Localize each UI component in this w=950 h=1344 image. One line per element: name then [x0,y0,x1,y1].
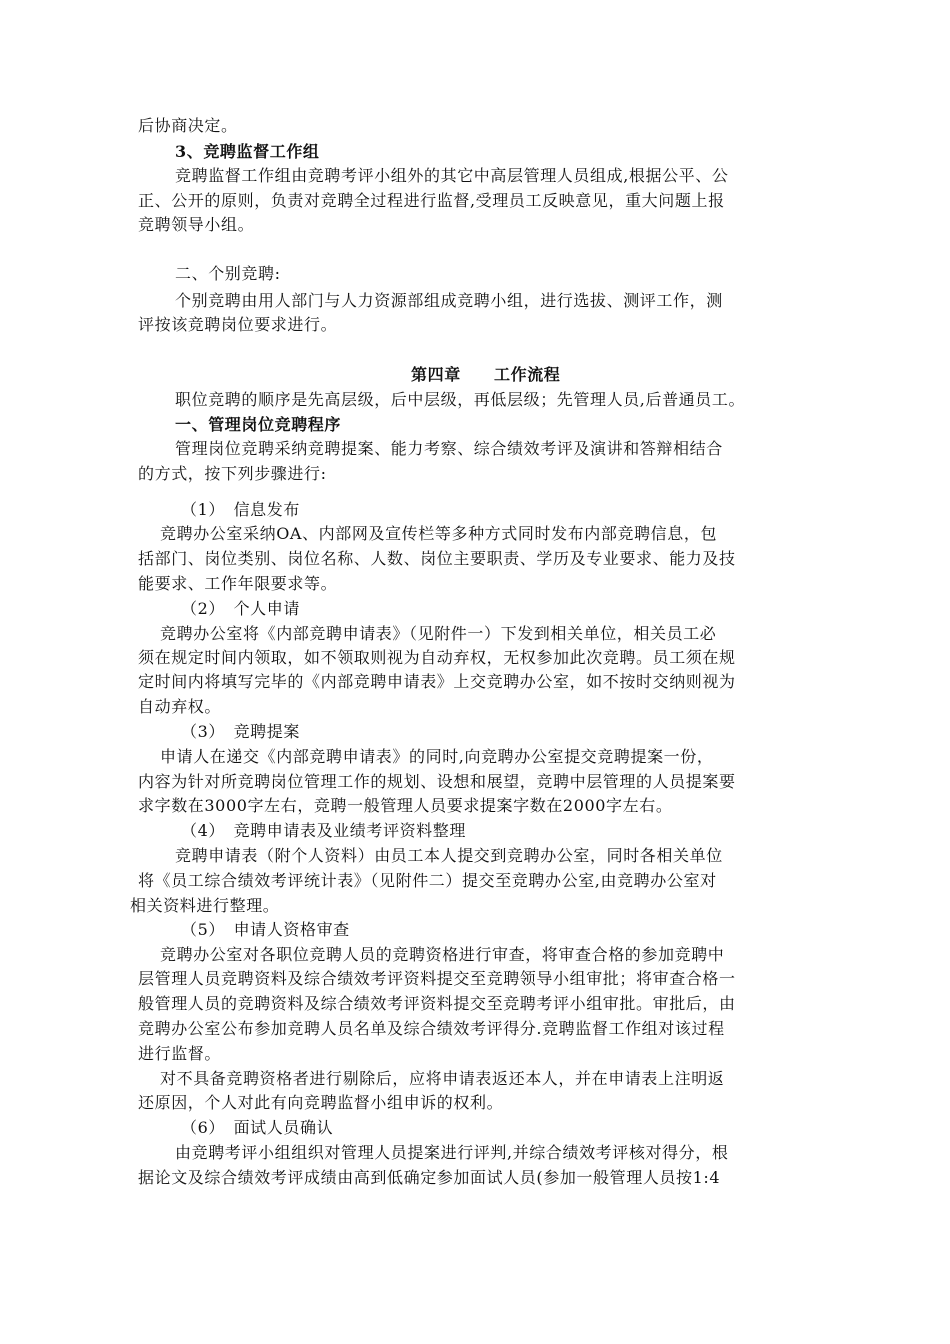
text-line: 评按该竞聘岗位要求进行。 [138,315,338,334]
text-line: 定时间内将填写完毕的《内部竞聘申请表》上交竞聘办公室，如不按时交纳则视为 [138,672,736,691]
text-line: 竞聘办公室采纳OA、内部网及宣传栏等多种方式同时发布内部竞聘信息，包 [160,524,718,543]
section-heading: 3、竞聘监督工作组 [175,142,320,161]
text-line: 须在规定时间内领取，如不领取则视为自动弃权，无权参加此次竞聘。员工须在规 [138,648,736,667]
text-line: 申请人在递交《内部竞聘申请表》的同时,向竞聘办公室提交竞聘提案一份， [160,747,714,766]
text-line: 正、公开的原则，负责对竞聘全过程进行监督,受理员工反映意见，重大问题上报 [138,191,725,210]
text-line: 将《员工综合绩效考评统计表》（见附件二）提交至竞聘办公室,由竞聘办公室对 [138,871,717,890]
text-line: 能要求、工作年限要求等。 [138,574,338,593]
text-line: 竞聘办公室将《内部竞聘申请表》（见附件一）下发到相关单位，相关员工必 [160,624,717,643]
text-line: 后协商决定。 [138,116,238,135]
text-line: 内容为针对所竞聘岗位管理工作的规划、设想和展望，竞聘中层管理的人员提案要 [138,772,736,791]
step-heading: （2） 个人申请 [181,599,300,618]
text-line: 竞聘监督工作组由竞聘考评小组外的其它中高层管理人员组成,根据公平、公 [175,166,729,185]
text-line: 求字数在3000字左右，竞聘一般管理人员要求提案字数在2000字左右。 [138,796,673,815]
section-heading: 一、管理岗位竞聘程序 [175,415,342,434]
text-line: 还原因，个人对此有向竞聘监督小组申诉的权利。 [138,1093,504,1112]
text-line: 对不具备竞聘资格者进行剔除后，应将申请表返还本人，并在申请表上注明返 [160,1069,725,1088]
text-line: 般管理人员的竞聘资料及综合绩效考评资料提交至竞聘考评小组审批。审批后，由 [138,994,736,1013]
text-line: 竞聘办公室公布参加竞聘人员名单及综合绩效考评得分.竞聘监督工作组对该过程 [138,1019,725,1038]
step-heading: （3） 竞聘提案 [181,722,300,741]
text-line: 相关资料进行整理。 [130,896,280,915]
text-line: 竞聘领导小组。 [138,215,255,234]
text-line: 的方式，按下列步骤进行: [138,464,327,483]
text-line: 进行监督。 [138,1044,222,1063]
step-heading: （6） 面试人员确认 [181,1118,334,1137]
text-line: 竞聘申请表（附个人资料）由员工本人提交到竞聘办公室，同时各相关单位 [175,846,723,865]
step-heading: （1） 信息发布 [181,500,300,519]
text-line: 自动弃权。 [138,697,222,716]
section-heading: 二、个别竞聘: [175,264,281,283]
text-line: 个别竞聘由用人部门与人力资源部组成竞聘小组，进行选拔、测评工作，测 [175,291,723,310]
chapter-title: 第四章 工作流程 [411,365,561,384]
text-line: 据论文及综合绩效考评成绩由高到低确定参加面试人员(参加一般管理人员按1:4 [138,1168,721,1187]
text-line: 竞聘办公室对各职位竞聘人员的竞聘资格进行审查，将审查合格的参加竞聘中 [160,945,725,964]
text-line: 职位竞聘的顺序是先高层级，后中层级，再低层级；先管理人员,后普通员工。 [175,390,746,409]
text-line: 层管理人员竞聘资料及综合绩效考评资料提交至竞聘领导小组审批；将审查合格一 [138,969,736,988]
step-heading: （4） 竞聘申请表及业绩考评资料整理 [181,821,466,840]
text-line: 括部门、岗位类别、岗位名称、人数、岗位主要职责、学历及专业要求、能力及技 [138,549,736,568]
text-line: 由竞聘考评小组组织对管理人员提案进行评判,并综合绩效考评核对得分，根 [175,1143,729,1162]
text-line: 管理岗位竞聘采纳竞聘提案、能力考察、综合绩效考评及演讲和答辩相结合 [175,439,723,458]
step-heading: （5） 申请人资格审查 [181,920,350,939]
